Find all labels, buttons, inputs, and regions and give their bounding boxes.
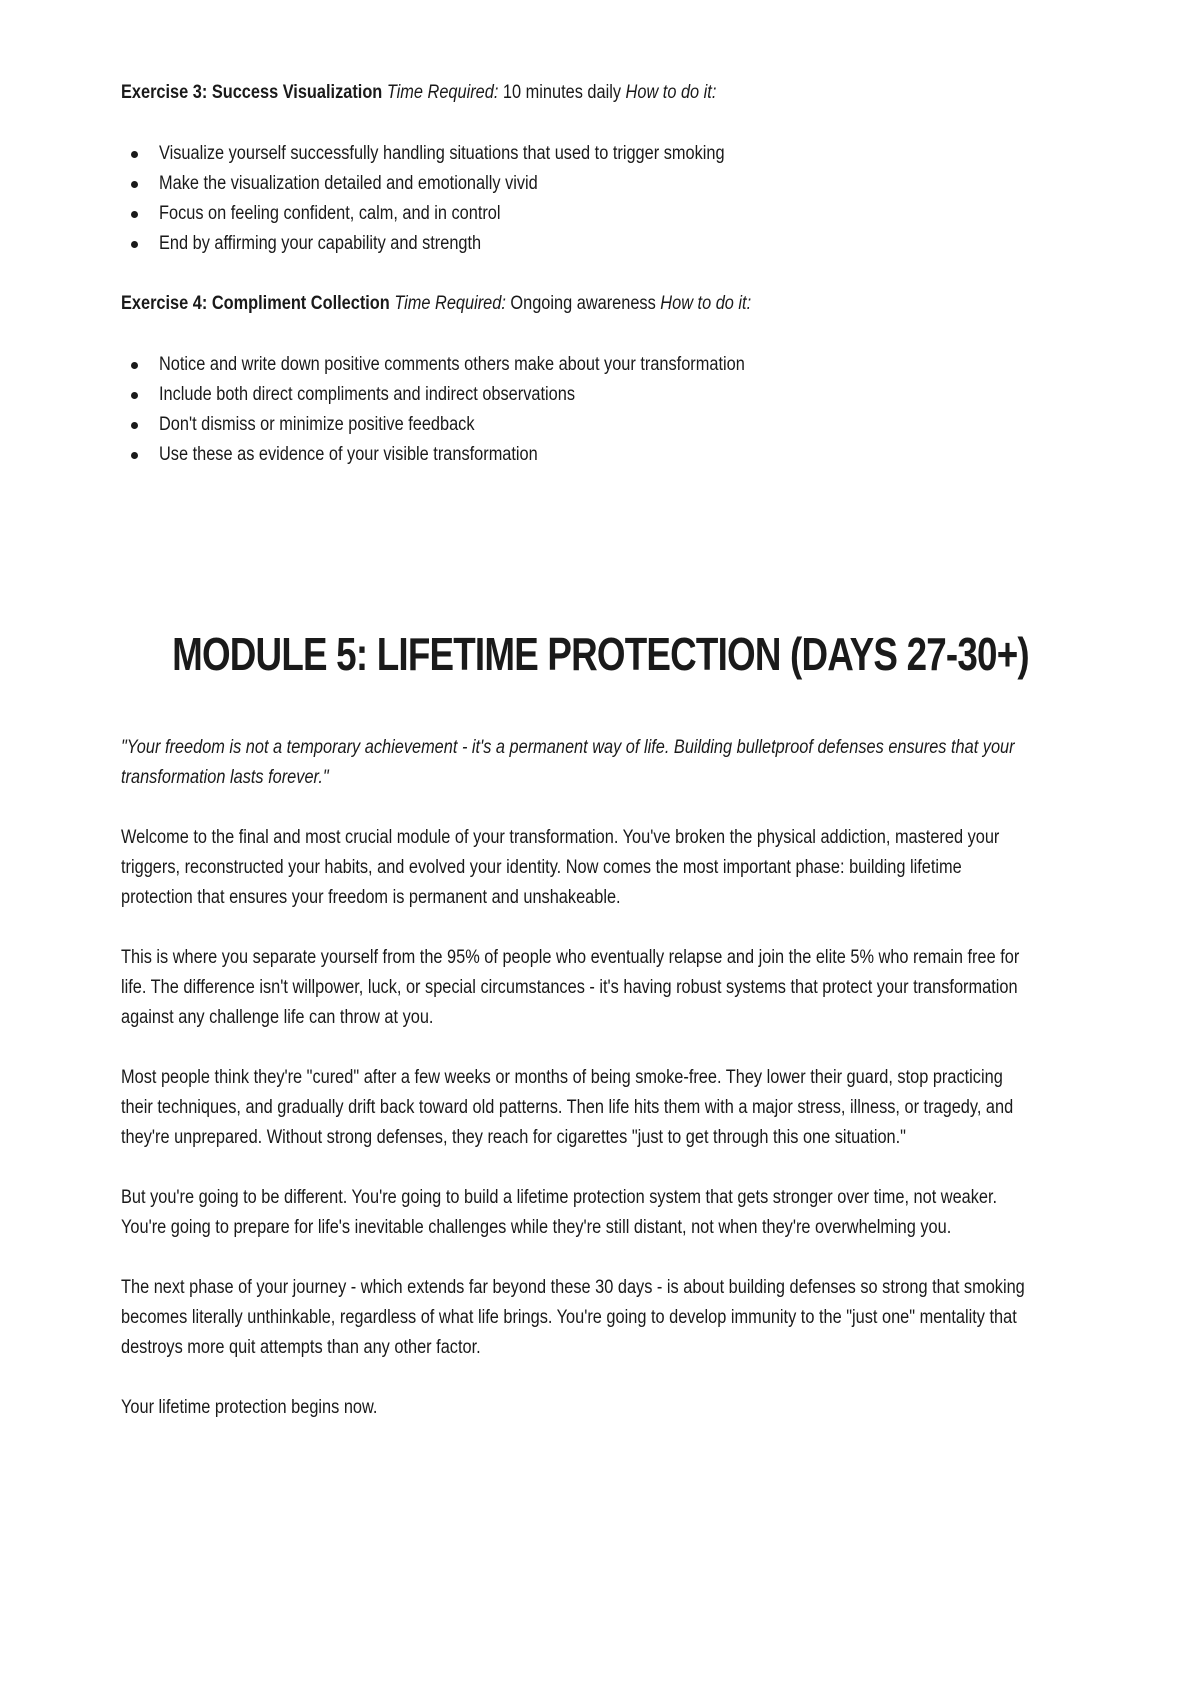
paragraph: Most people think they're "cured" after a few weeks or months of being smoke-free. They lower their guard, stop practicing their techniques, and gradually drift back toward old patterns. Then life hits them with a major stress, illness, or tragedy, and they're unprepared. Without strong defenses, they reach for cigarettes "just to get through this one situation." bbox=[121, 1067, 1014, 1148]
exercise-4-list bbox=[121, 350, 1081, 470]
exercise-3-list bbox=[121, 139, 1081, 259]
list-item: Make the visualization detailed and emotionally vivid bbox=[121, 169, 1081, 199]
exercise-4-how-label: How to do it: bbox=[660, 293, 752, 314]
exercise-4-heading bbox=[121, 289, 947, 319]
exercise-4-time-label: Time Required: bbox=[394, 293, 506, 314]
list-item: End by affirming your capability and strength bbox=[121, 229, 1081, 259]
paragraph: Your lifetime protection begins now. bbox=[121, 1397, 378, 1418]
exercises-section bbox=[121, 78, 1081, 470]
bullet-icon bbox=[131, 422, 138, 429]
bullet-icon bbox=[131, 181, 138, 188]
bullet-icon bbox=[131, 241, 138, 248]
module-body bbox=[121, 733, 1151, 1453]
bullet-icon bbox=[131, 151, 138, 158]
exercise-3-time-label: Time Required: bbox=[386, 82, 499, 103]
paragraph: The next phase of your journey - which extends far beyond these 30 days - is about building defenses so strong that smoking becomes literally unthinkable, regardless of what life brings. You're going to develop immunity to the "just one" mentality that destroys more quit attempts than any other factor. bbox=[121, 1277, 1025, 1358]
exercise-3-heading bbox=[121, 78, 947, 108]
list-item: Include both direct compliments and indirect observations bbox=[121, 380, 1081, 410]
exercise-3-how-label: How to do it: bbox=[625, 82, 717, 103]
bullet-icon bbox=[131, 211, 138, 218]
exercise-3-time-value: 10 minutes daily bbox=[498, 82, 626, 103]
module-quote: "Your freedom is not a temporary achievement - it's a permanent way of life. Building bulletproof defenses ensures that your transformation lasts forever." bbox=[121, 737, 1015, 788]
list-item: Don't dismiss or minimize positive feedback bbox=[121, 410, 1081, 440]
list-item: Notice and write down positive comments others make about your transformation bbox=[121, 350, 1081, 380]
exercise-4-title: Exercise 4: Compliment Collection bbox=[121, 293, 390, 314]
paragraph: This is where you separate yourself from the 95% of people who eventually relapse and join the elite 5% who remain free for life. The difference isn't willpower, luck, or special circumstances - it's having robust systems that protect your transformation against any challenge life can throw at you. bbox=[121, 947, 1020, 1028]
list-item: Visualize yourself successfully handling situations that used to trigger smoking bbox=[121, 139, 1081, 169]
module-title: MODULE 5: LIFETIME PROTECTION (DAYS 27-30+) bbox=[171, 628, 1029, 680]
paragraph: But you're going to be different. You're going to build a lifetime protection system that gets stronger over time, not weaker. You're going to prepare for life's inevitable challenges while they're still distant, not when they're overwhelming you. bbox=[121, 1187, 998, 1238]
bullet-icon bbox=[131, 452, 138, 459]
exercise-3-title: Exercise 3: Success Visualization bbox=[121, 82, 383, 103]
bullet-icon bbox=[131, 362, 138, 369]
list-item: Use these as evidence of your visible transformation bbox=[121, 440, 1081, 470]
paragraph: Welcome to the final and most crucial module of your transformation. You've broken the physical addiction, mastered your triggers, reconstructed your habits, and evolved your identity. Now comes the most important phase: building lifetime protection that ensures your freedom is permanent and unshakeable. bbox=[121, 827, 1000, 908]
exercise-4-time-value: Ongoing awareness bbox=[505, 293, 661, 314]
bullet-icon bbox=[131, 392, 138, 399]
list-item: Focus on feeling confident, calm, and in control bbox=[121, 199, 1081, 229]
